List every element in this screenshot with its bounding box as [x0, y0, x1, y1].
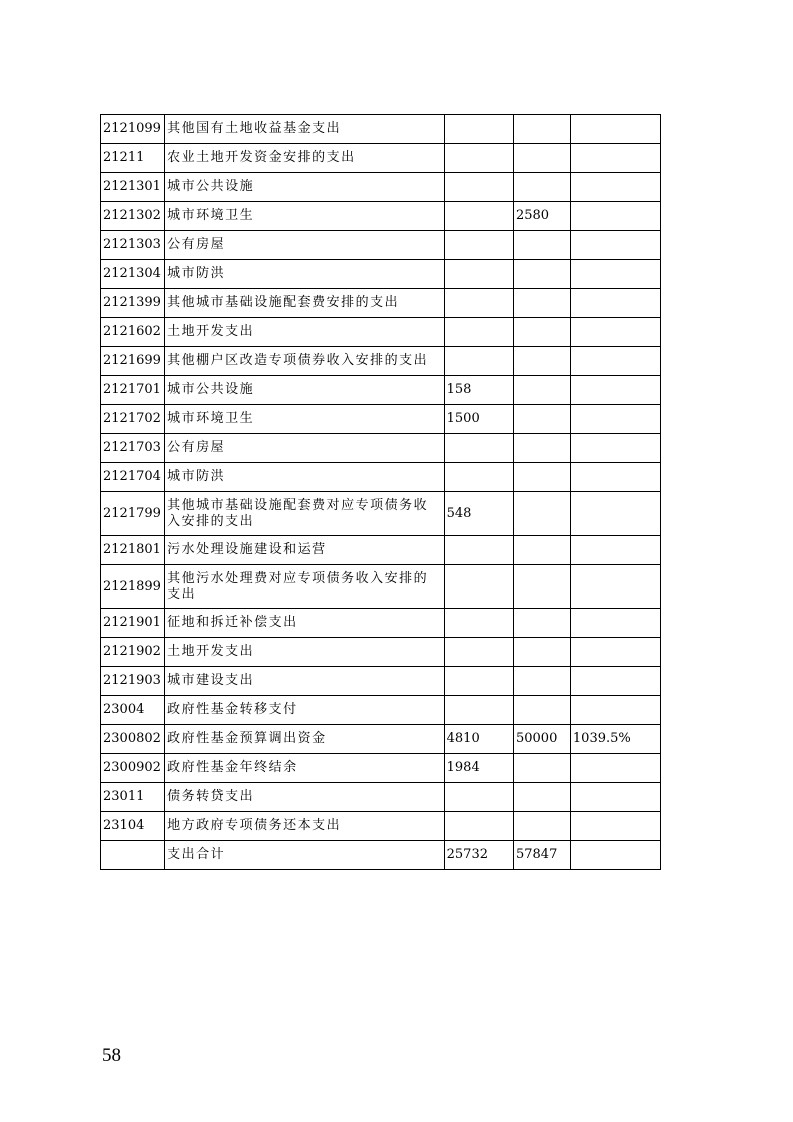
cell-name: 城市环境卫生 — [165, 202, 444, 231]
cell-col-a — [444, 696, 513, 725]
cell-col-a — [444, 609, 513, 638]
cell-col-a — [444, 783, 513, 812]
cell-col-b — [513, 783, 570, 812]
table-row — [101, 638, 661, 667]
cell-col-c — [570, 638, 660, 667]
table-row — [101, 405, 661, 434]
table-row — [101, 783, 661, 812]
cell-name: 公有房屋 — [165, 434, 444, 463]
table-row — [101, 841, 661, 870]
cell-name: 其他污水处理费对应专项债务收入安排的支出 — [165, 565, 444, 609]
cell-col-a — [444, 202, 513, 231]
cell-col-c — [570, 376, 660, 405]
cell-name: 城市环境卫生 — [165, 405, 444, 434]
cell-col-c — [570, 536, 660, 565]
cell-col-a: 548 — [444, 492, 513, 536]
cell-col-a — [444, 115, 513, 144]
cell-col-c — [570, 405, 660, 434]
cell-col-b — [513, 754, 570, 783]
cell-name: 城市防洪 — [165, 260, 444, 289]
cell-col-c — [570, 565, 660, 609]
cell-code: 23011 — [101, 783, 165, 812]
table-row — [101, 347, 661, 376]
cell-col-c — [570, 231, 660, 260]
cell-col-b: 50000 — [513, 725, 570, 754]
table-row — [101, 173, 661, 202]
table-row — [101, 231, 661, 260]
cell-code: 2300802 — [101, 725, 165, 754]
cell-code: 2121703 — [101, 434, 165, 463]
table-row — [101, 318, 661, 347]
cell-col-b — [513, 463, 570, 492]
table-row — [101, 144, 661, 173]
cell-code: 2121301 — [101, 173, 165, 202]
cell-code: 2300902 — [101, 754, 165, 783]
cell-code: 2121099 — [101, 115, 165, 144]
cell-col-a — [444, 173, 513, 202]
cell-col-a: 1500 — [444, 405, 513, 434]
cell-col-b — [513, 638, 570, 667]
cell-col-b — [513, 565, 570, 609]
cell-col-b — [513, 492, 570, 536]
cell-name: 城市公共设施 — [165, 376, 444, 405]
cell-col-a — [444, 347, 513, 376]
cell-col-a — [444, 536, 513, 565]
cell-col-c — [570, 696, 660, 725]
cell-col-c — [570, 318, 660, 347]
cell-col-c — [570, 463, 660, 492]
cell-col-b — [513, 405, 570, 434]
cell-col-a — [444, 565, 513, 609]
cell-code: 2121899 — [101, 565, 165, 609]
cell-col-a — [444, 231, 513, 260]
cell-col-b: 2580 — [513, 202, 570, 231]
cell-col-b — [513, 609, 570, 638]
cell-col-c — [570, 783, 660, 812]
cell-col-a: 158 — [444, 376, 513, 405]
cell-code: 2121801 — [101, 536, 165, 565]
cell-col-a — [444, 144, 513, 173]
table-row — [101, 754, 661, 783]
cell-name: 污水处理设施建设和运营 — [165, 536, 444, 565]
cell-col-a — [444, 812, 513, 841]
cell-col-c — [570, 754, 660, 783]
cell-col-b — [513, 231, 570, 260]
cell-name: 农业土地开发资金安排的支出 — [165, 144, 444, 173]
cell-col-a: 25732 — [444, 841, 513, 870]
table-row — [101, 376, 661, 405]
cell-col-a: 1984 — [444, 754, 513, 783]
table-row — [101, 260, 661, 289]
cell-col-c: 1039.5% — [570, 725, 660, 754]
cell-code: 2121304 — [101, 260, 165, 289]
cell-name: 政府性基金预算调出资金 — [165, 725, 444, 754]
cell-code: 2121799 — [101, 492, 165, 536]
cell-col-b — [513, 173, 570, 202]
cell-col-b — [513, 696, 570, 725]
cell-col-c — [570, 115, 660, 144]
table-row — [101, 536, 661, 565]
table-row — [101, 725, 661, 754]
table-row — [101, 565, 661, 609]
cell-col-c — [570, 202, 660, 231]
cell-col-c — [570, 609, 660, 638]
table-row — [101, 463, 661, 492]
cell-name: 政府性基金转移支付 — [165, 696, 444, 725]
cell-name: 城市防洪 — [165, 463, 444, 492]
cell-name: 其他城市基础设施配套费安排的支出 — [165, 289, 444, 318]
cell-name: 支出合计 — [165, 841, 444, 870]
cell-code: 2121902 — [101, 638, 165, 667]
cell-name: 土地开发支出 — [165, 318, 444, 347]
cell-name: 公有房屋 — [165, 231, 444, 260]
cell-name: 其他国有土地收益基金支出 — [165, 115, 444, 144]
cell-name: 土地开发支出 — [165, 638, 444, 667]
cell-code: 23004 — [101, 696, 165, 725]
cell-col-b — [513, 812, 570, 841]
budget-expenditure-table — [100, 114, 661, 870]
cell-col-c — [570, 347, 660, 376]
table-row — [101, 289, 661, 318]
cell-col-b — [513, 318, 570, 347]
cell-name: 其他城市基础设施配套费对应专项债务收入安排的支出 — [165, 492, 444, 536]
cell-col-c — [570, 667, 660, 696]
table-row — [101, 434, 661, 463]
cell-col-c — [570, 434, 660, 463]
cell-name: 政府性基金年终结余 — [165, 754, 444, 783]
cell-code: 2121901 — [101, 609, 165, 638]
cell-col-a — [444, 318, 513, 347]
cell-col-c — [570, 492, 660, 536]
cell-col-a — [444, 289, 513, 318]
cell-name: 债务转贷支出 — [165, 783, 444, 812]
cell-col-a — [444, 434, 513, 463]
cell-code: 2121701 — [101, 376, 165, 405]
cell-code: 2121302 — [101, 202, 165, 231]
cell-code: 2121903 — [101, 667, 165, 696]
cell-name: 其他棚户区改造专项债券收入安排的支出 — [165, 347, 444, 376]
cell-col-b — [513, 289, 570, 318]
cell-name: 城市建设支出 — [165, 667, 444, 696]
cell-code: 2121702 — [101, 405, 165, 434]
cell-col-c — [570, 812, 660, 841]
cell-col-b — [513, 115, 570, 144]
cell-col-c — [570, 144, 660, 173]
cell-col-b: 57847 — [513, 841, 570, 870]
cell-code: 2121602 — [101, 318, 165, 347]
table-body — [101, 115, 661, 870]
cell-col-a — [444, 667, 513, 696]
cell-code — [101, 841, 165, 870]
cell-code: 2121699 — [101, 347, 165, 376]
cell-col-c — [570, 841, 660, 870]
cell-name: 征地和拆迁补偿支出 — [165, 609, 444, 638]
cell-name: 城市公共设施 — [165, 173, 444, 202]
page-number: 58 — [102, 1045, 121, 1066]
table-row — [101, 492, 661, 536]
cell-col-b — [513, 536, 570, 565]
cell-col-a: 4810 — [444, 725, 513, 754]
cell-col-c — [570, 173, 660, 202]
cell-col-b — [513, 260, 570, 289]
cell-code: 23104 — [101, 812, 165, 841]
cell-col-c — [570, 260, 660, 289]
cell-code: 2121704 — [101, 463, 165, 492]
cell-code: 21211 — [101, 144, 165, 173]
cell-col-b — [513, 667, 570, 696]
table-row — [101, 115, 661, 144]
table-row — [101, 812, 661, 841]
cell-col-a — [444, 463, 513, 492]
cell-code: 2121303 — [101, 231, 165, 260]
table-row — [101, 609, 661, 638]
cell-col-b — [513, 144, 570, 173]
cell-code: 2121399 — [101, 289, 165, 318]
table-row — [101, 667, 661, 696]
cell-col-c — [570, 289, 660, 318]
cell-col-a — [444, 638, 513, 667]
cell-col-b — [513, 376, 570, 405]
cell-name: 地方政府专项债务还本支出 — [165, 812, 444, 841]
cell-col-b — [513, 434, 570, 463]
cell-col-b — [513, 347, 570, 376]
table-row — [101, 696, 661, 725]
table-row — [101, 202, 661, 231]
cell-col-a — [444, 260, 513, 289]
